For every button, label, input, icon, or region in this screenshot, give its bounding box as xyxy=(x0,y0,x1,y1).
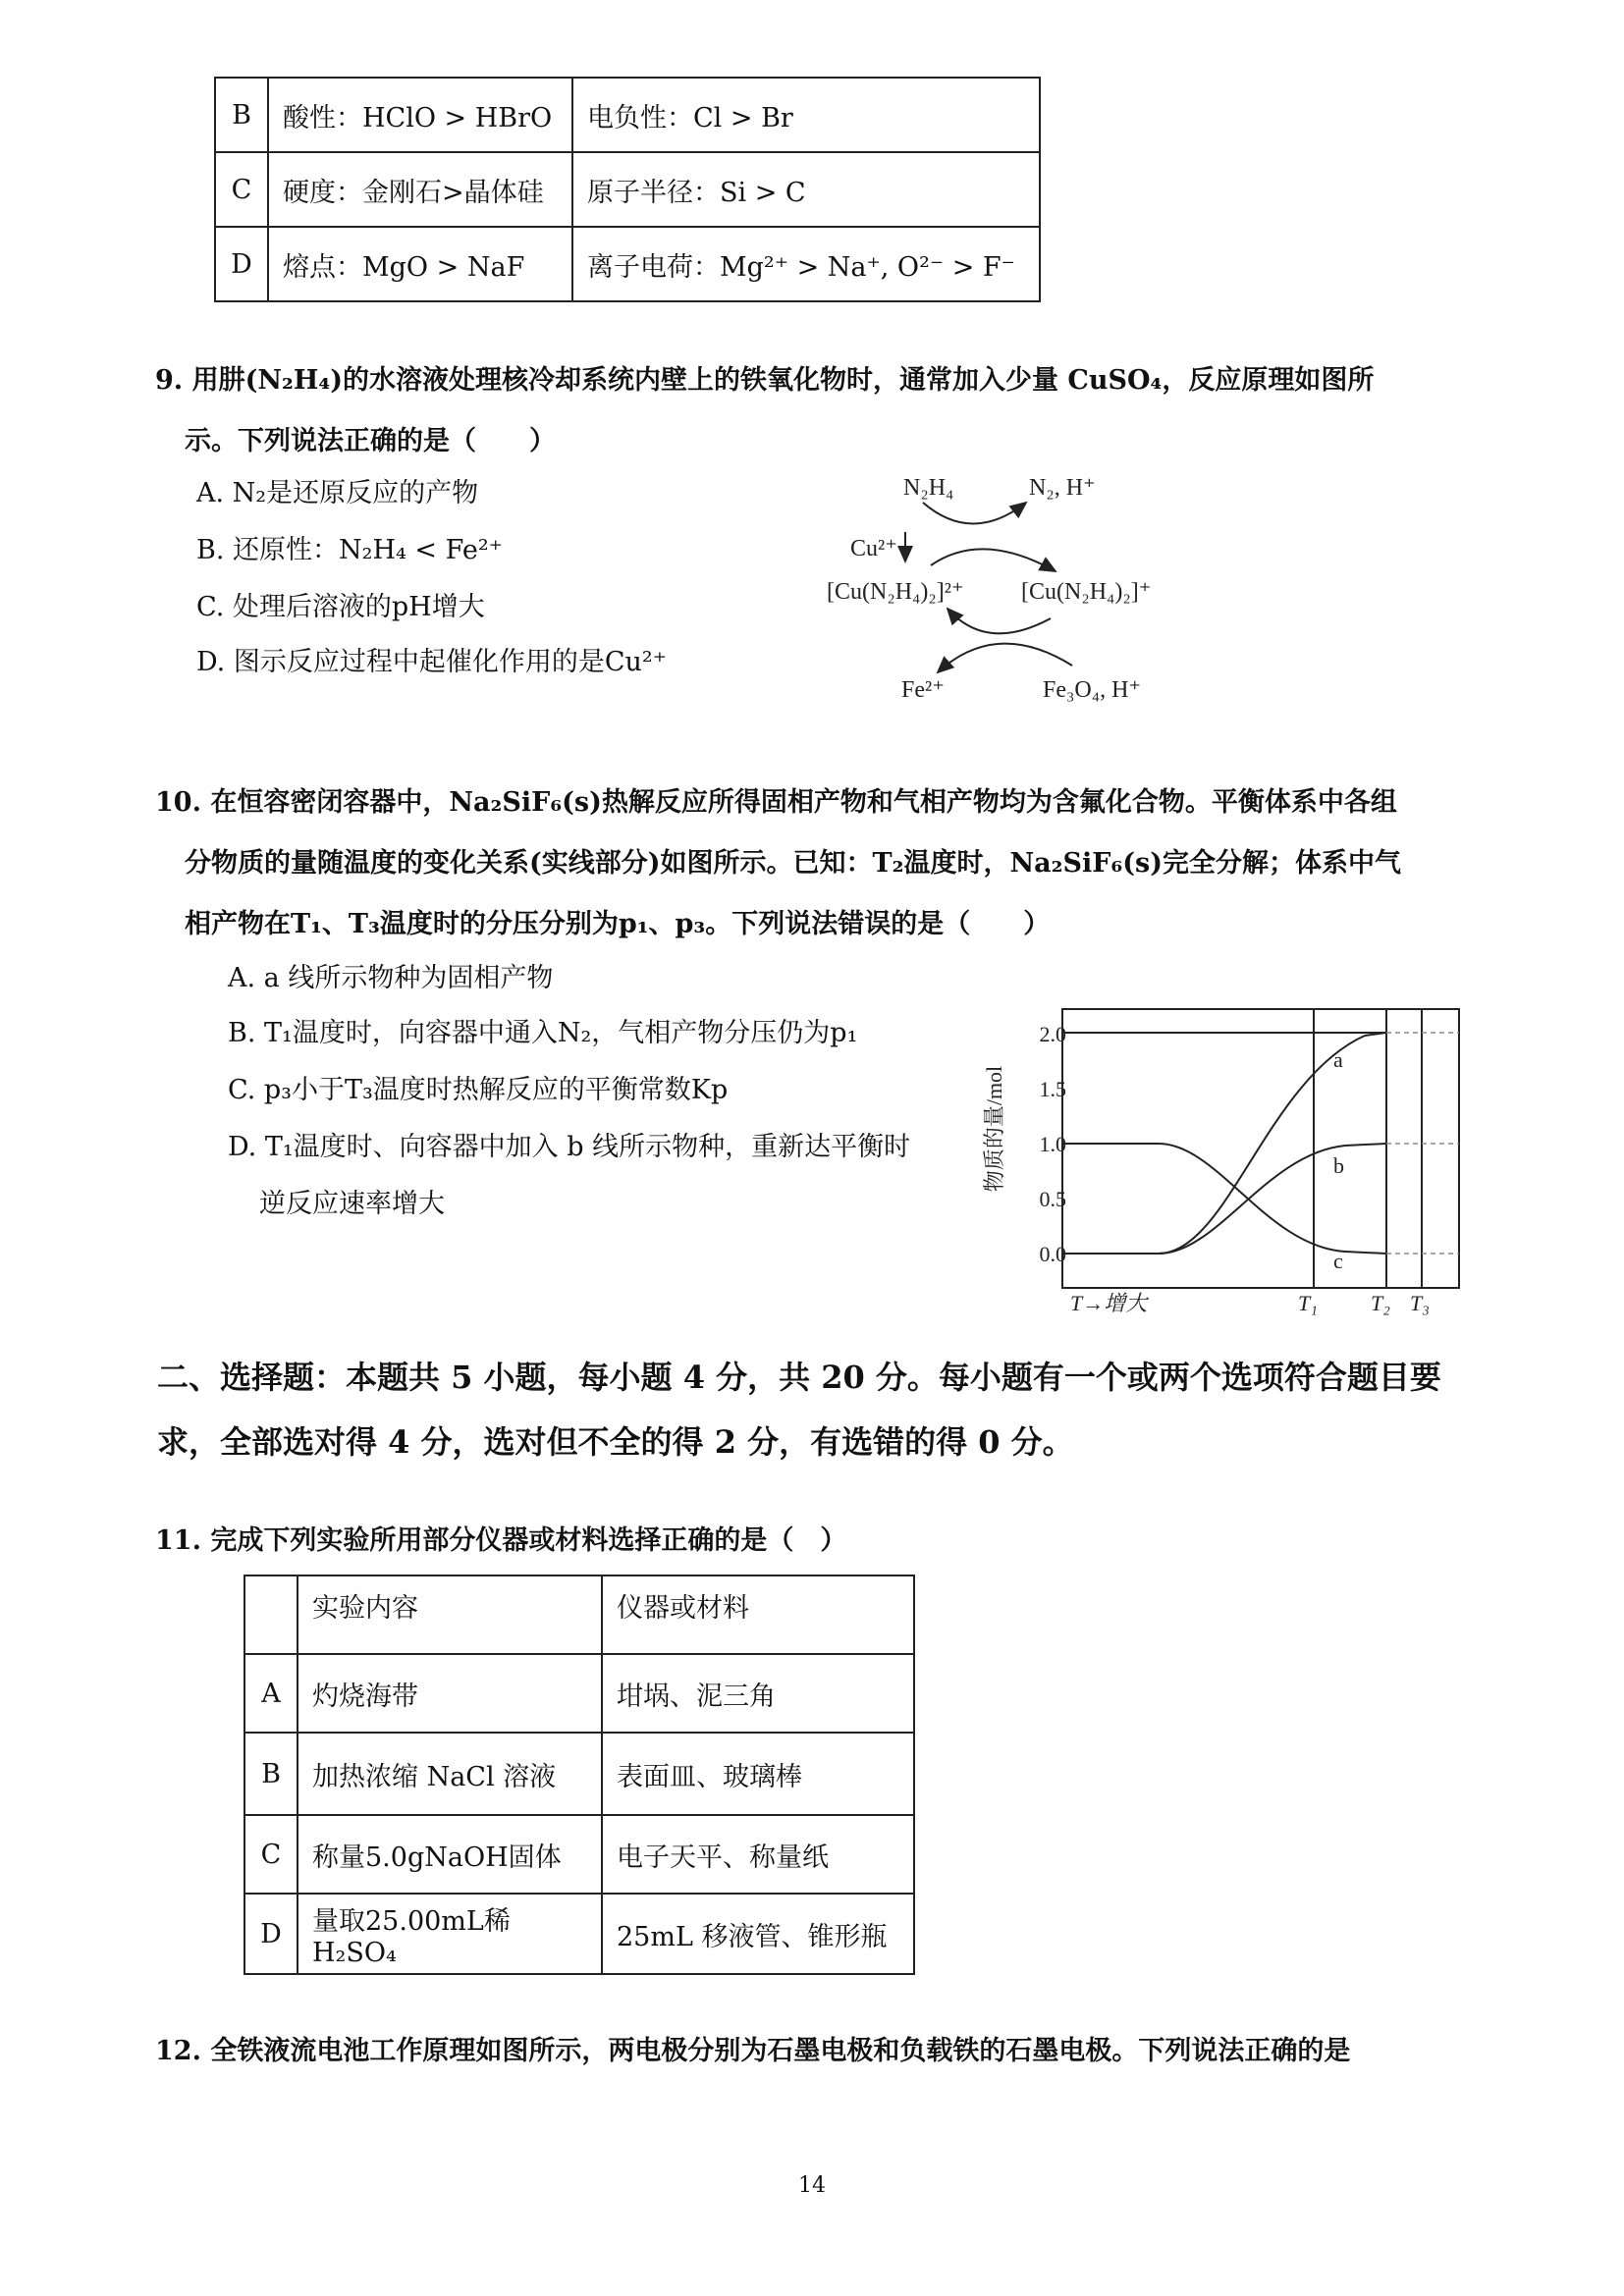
arrow-complex1-to-complex2 xyxy=(947,609,1051,633)
series-label-a: a xyxy=(1333,1047,1343,1072)
q10-option-c: C. p₃小于T₃温度时热解反应的平衡常数Kp xyxy=(228,1075,729,1105)
label-fe3o4: Fe₃O₄, H⁺ xyxy=(1043,677,1142,703)
page-number: 14 xyxy=(798,2173,826,2198)
ytick-label: 1.5 xyxy=(1039,1077,1066,1101)
row-letter: C xyxy=(215,152,268,227)
q10-line1: 10. 在恒容密闭容器中，Na₂SiF₆(s)热解反应所得固相产物和气相产物均为含氟化合物。平衡体系中各组 xyxy=(155,787,1397,818)
row-cell: 熔点：MgO > NaF xyxy=(268,227,572,301)
row-cell: 灼烧海带 xyxy=(298,1654,602,1733)
row-cell: 电子天平、称量纸 xyxy=(602,1815,914,1894)
plot-frame xyxy=(1062,1009,1459,1288)
ytick-label: 0.0 xyxy=(1039,1242,1066,1266)
ytick-label: 2.0 xyxy=(1039,1022,1066,1046)
row-letter: D xyxy=(244,1894,298,1974)
section2-line2: 求，全部选对得 4 分，选对但不全的得 2 分，有选错的得 0 分。 xyxy=(157,1423,1074,1461)
row-cell: 酸性：HClO > HBrO xyxy=(268,78,572,152)
row-cell: 电负性：Cl > Br xyxy=(572,78,1040,152)
arrow-n2h4-to-n2 xyxy=(923,503,1026,524)
arrow-complex2-to-complex1 xyxy=(931,549,1056,571)
table-row xyxy=(215,227,1040,301)
q12-line1: 12. 全铁液流电池工作原理如图所示，两电极分别为石墨电极和负载铁的石墨电极。下列说法正确的是 xyxy=(155,2036,1351,2066)
table-row xyxy=(244,1894,914,1974)
table-row xyxy=(215,152,1040,227)
row-letter: B xyxy=(215,78,268,152)
row-letter: A xyxy=(244,1654,298,1733)
q9-option-a: A. N₂是还原反应的产物 xyxy=(196,478,479,508)
amount-vs-temperature-chart xyxy=(972,991,1483,1325)
chart-ylabel: 物质的量/mol xyxy=(982,1065,1006,1193)
label-complex-2plus: [Cu(N₂H₄)₂]²⁺ xyxy=(827,579,964,605)
q10-option-a: A. a 线所示物种为固相产物 xyxy=(228,963,554,993)
row-cell: 量取25.00mL稀 H₂SO₄ xyxy=(298,1894,602,1974)
q10-option-b: B. T₁温度时，向容器中通入N₂，气相产物分压仍为p₁ xyxy=(228,1018,858,1048)
row-cell: 称量5.0gNaOH固体 xyxy=(298,1815,602,1894)
table-row xyxy=(215,78,1040,152)
q9-line2: 示。下列说法正确的是（ ） xyxy=(185,426,556,456)
row-letter: C xyxy=(244,1815,298,1894)
header-cell: 仪器或材料 xyxy=(602,1575,914,1654)
q11-table xyxy=(244,1575,915,1975)
row-cell: 离子电荷：Mg²⁺ > Na⁺, O²⁻ > F⁻ xyxy=(572,227,1040,301)
ytick-label: 0.5 xyxy=(1039,1187,1066,1211)
q10-line2: 分物质的量随温度的变化关系(实线部分)如图所示。已知：T₂温度时，Na₂SiF₆(s)完全分解；体系中气 xyxy=(185,848,1401,879)
label-fe2: Fe²⁺ xyxy=(901,677,945,703)
catalytic-cycle-diagram xyxy=(825,461,1178,726)
label-n2h4: N₂H₄ xyxy=(903,475,954,501)
ytick-label: 1.0 xyxy=(1039,1132,1066,1156)
q9-line1: 9. 用肼(N₂H₄)的水溶液处理核冷却系统内壁上的铁氧化物时，通常加入少量 CuSO₄，反应原理如图所 xyxy=(155,365,1375,396)
table-row xyxy=(244,1654,914,1733)
q10-line3: 相产物在T₁、T₃温度时的分压分别为p₁、p₃。下列说法错误的是（ ） xyxy=(185,909,1051,939)
row-letter: D xyxy=(215,227,268,301)
arrow-fe3o4-to-fe2 xyxy=(938,644,1072,672)
q10-option-d-cont: 逆反应速率增大 xyxy=(259,1189,445,1219)
table-row xyxy=(244,1815,914,1894)
header-letter xyxy=(244,1575,298,1654)
xmark-t1: T₁ xyxy=(1298,1291,1318,1315)
table-header-row xyxy=(244,1575,914,1654)
label-complex-1plus: [Cu(N₂H₄)₂]⁺ xyxy=(1021,579,1152,605)
row-cell: 表面皿、玻璃棒 xyxy=(602,1733,914,1815)
row-cell: 坩埚、泥三角 xyxy=(602,1654,914,1733)
q10-option-d: D. T₁温度时、向容器中加入 b 线所示物种，重新达平衡时 xyxy=(228,1132,911,1162)
q11-title: 11. 完成下列实验所用部分仪器或材料选择正确的是（ ） xyxy=(155,1525,847,1556)
chart-xlabel: T→增大 xyxy=(1070,1291,1148,1315)
q9-option-b: B. 还原性：N₂H₄ < Fe²⁺ xyxy=(196,535,503,565)
section2-line1: 二、选择题：本题共 5 小题，每小题 4 分，共 20 分。每小题有一个或两个选项符合题目要 xyxy=(157,1359,1441,1396)
label-cu: Cu²⁺ xyxy=(850,536,897,561)
row-cell: 加热浓缩 NaCl 溶液 xyxy=(298,1733,602,1815)
row-letter: B xyxy=(244,1733,298,1815)
header-cell: 实验内容 xyxy=(298,1575,602,1654)
row-cell: 25mL 移液管、锥形瓶 xyxy=(602,1894,914,1974)
table-row xyxy=(244,1733,914,1815)
series-label-c: c xyxy=(1333,1249,1343,1273)
xmark-t2: T₂ xyxy=(1371,1291,1390,1315)
top-table xyxy=(214,77,1041,302)
row-cell: 原子半径：Si > C xyxy=(572,152,1040,227)
q9-option-d: D. 图示反应过程中起催化作用的是Cu²⁺ xyxy=(196,647,667,677)
series-label-b: b xyxy=(1333,1153,1344,1178)
xmark-t3: T₃ xyxy=(1410,1291,1430,1315)
row-cell: 硬度：金刚石>晶体硅 xyxy=(268,152,572,227)
q9-option-c: C. 处理后溶液的pH增大 xyxy=(196,592,485,622)
label-n2-h: N₂, H⁺ xyxy=(1029,475,1096,501)
